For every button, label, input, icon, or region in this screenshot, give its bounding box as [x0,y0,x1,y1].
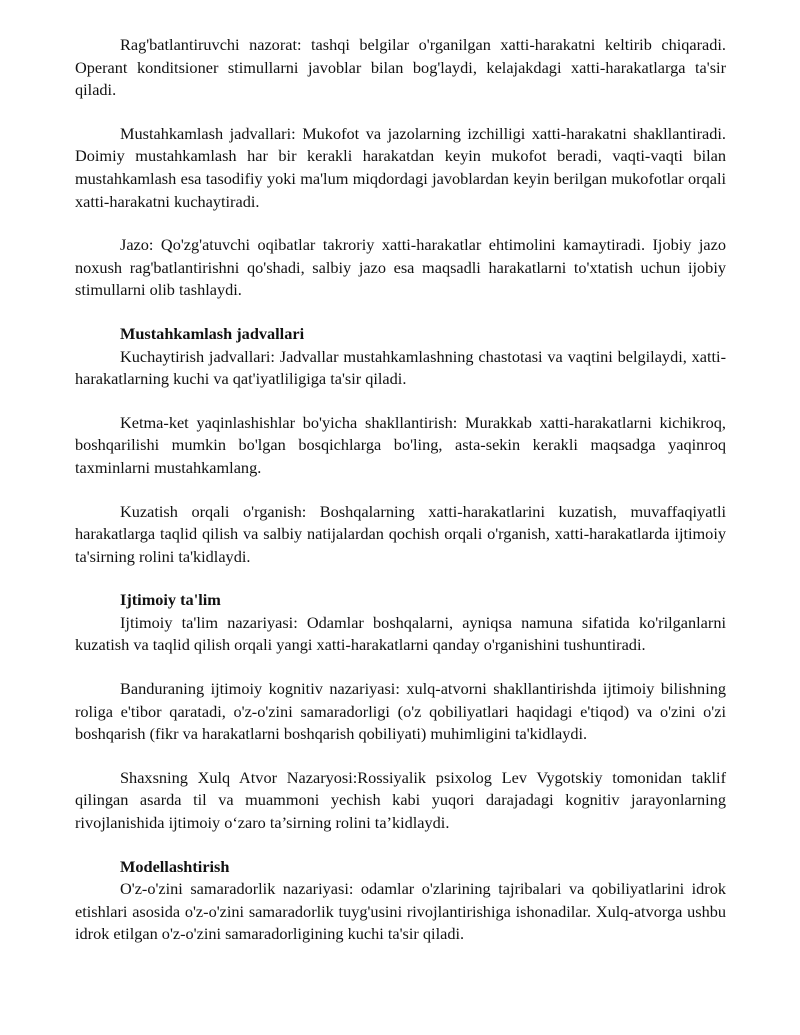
paragraph-self-efficacy: O'z-o'zini samaradorlik nazariyasi: odamlar o'zlarining tajribalari va qobiliyatlarini idrok etishlari asosida o'z-o'zini samaradorlik tuyg'usini rivojlantirishiga ishonadilar. Xulq-atvorga ushbu idrok etilgan o'z-o'zini samaradorligining kuchi ta'sir qiladi. [75,879,726,944]
paragraph-social-learning-theory: Ijtimoiy ta'lim nazariyasi: Odamlar boshqalarni, ayniqsa namuna sifatida ko'rilganlarni kuzatish va taqlid qilish orqali yangi xatti-harakatlarni qanday o'rganishini tushuntiradi. [75,612,726,655]
paragraph-punishment: Jazo: Qo'zg'atuvchi oqibatlar takroriy xatti-harakatlar ehtimolini kamaytiradi. Ijobiy jazo noxush rag'batlantirishni qo'shadi, salbiy jazo esa maqsadli harakatlarni to'xtatish uchun ijobiy stimullarni olib tashlaydi. [75,235,726,300]
paragraph-reinforcing-control: Rag'batlantiruvchi nazorat: tashqi belgilar o'rganilgan xatti-harakatni keltirib chiqaradi. Operant konditsioner stimullarni javoblar bilan bog'laydi, kelajakdagi xatti-harakatlarga ta'sir qiladi. [75,35,726,100]
paragraph-observational-learning: Kuzatish orqali o'rganish: Boshqalarning xatti-harakatlarini kuzatish, muvaffaqiyatli harakatlarga taqlid qilish va salbiy natijalardan qochish orqali o'rganish, xatti-harakatlarda ijtimoiy ta'sirning rolini ta'kidlaydi. [75,501,726,566]
section-heading-modeling: Modellashtirish [120,856,230,876]
section-heading-reinforcement-schedules: Mustahkamlash jadvallari [120,323,305,343]
paragraph-bandura-theory: Banduraning ijtimoiy kognitiv nazariyasi: xulq-atvorni shakllantirishda ijtimoiy bilishning roliga e'tibor qaratadi, o'z-o'zini samaradorligi (o'z qobiliyatlari haqidagi e'tiqod) va o'zini o'zi boshqarish (fikr va harakatlarni boshqarish qobiliyati) muhimligini ta'kidlaydi. [75,679,726,744]
section-heading-social-learning: Ijtimoiy ta'lim [120,590,221,610]
document-page [75,34,726,967]
paragraph-shaping: Ketma-ket yaqinlashishlar bo'yicha shakllantirish: Murakkab xatti-harakatlarni kichikroq, boshqarilishi mumkin bo'lgan bosqichlarga bo'ling, asta-sekin kerakli maqsadga yaqinroq taxminlarni mustahkamlang. [75,412,726,477]
paragraph-schedules-of-reinforcement: Kuchaytirish jadvallari: Jadvallar mustahkamlashning chastotasi va vaqtini belgilaydi, xatti-harakatlarning kuchi va qat'iyatliligiga ta'sir qiladi. [75,346,726,389]
paragraph-vygotsky-theory: Shaxsning Xulq Atvor Nazaryosi:Rossiyalik psixolog Lev Vygotskiy tomonidan taklif qilingan asarda til va muammoni yechish kabi yuqori darajadagi kognitiv jarayonlarning rivojlanishida ijtimoiy o‘zaro ta’sirning rolini ta’kidlaydi. [75,767,726,833]
paragraph-reinforcement-schedules: Mustahkamlash jadvallari: Mukofot va jazolarning izchilligi xatti-harakatni shakllantiradi. Doimiy mustahkamlash har bir kerakli harakatdan keyin mukofot beradi, vaqti-vaqti bilan mustahkamlash esa tasodifiy yoki ma'lum miqdordagi javoblardan keyin berilgan mukofotlar orqali xatti-harakatni kuchaytiradi. [75,123,726,211]
